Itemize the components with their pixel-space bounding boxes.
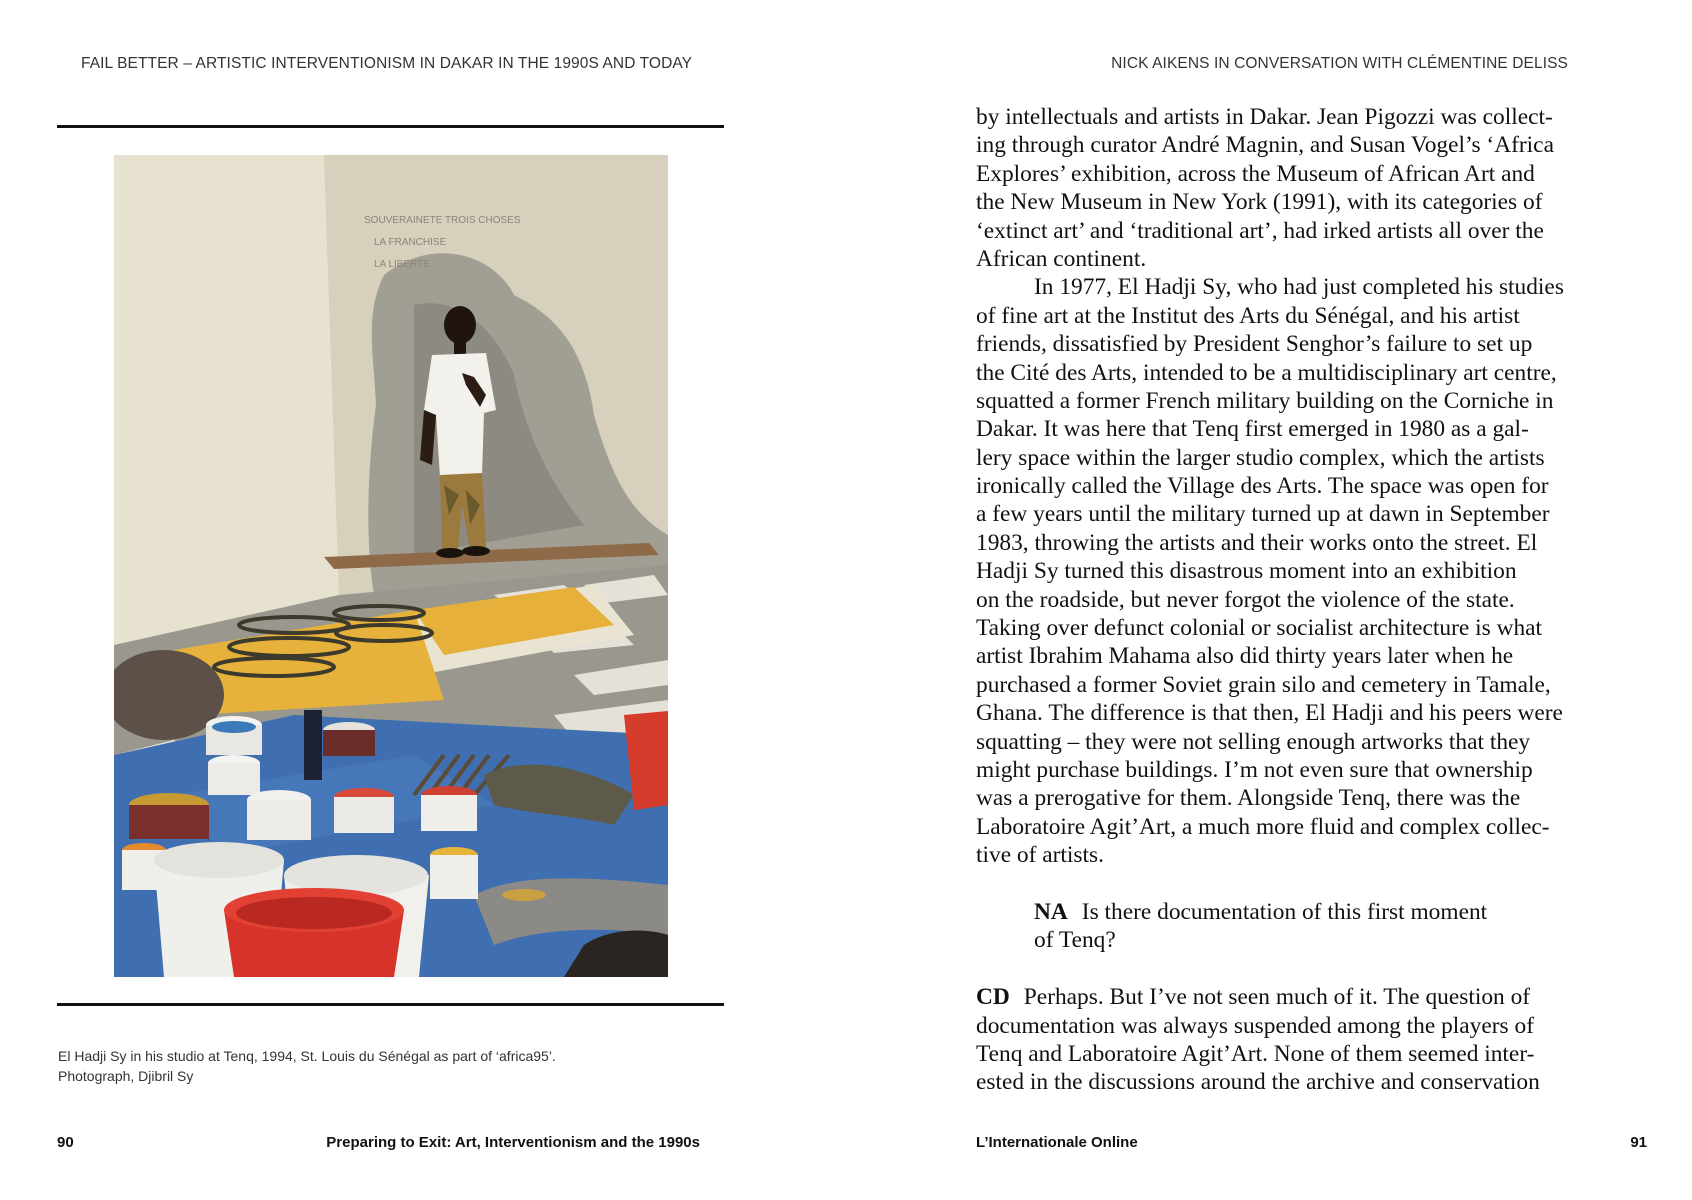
text-line: Laboratoire Agit’Art, a much more fluid and complex collec- (976, 813, 1550, 840)
text-line: of fine art at the Institut des Arts du Sénégal, and his artist (976, 302, 1520, 329)
text-line: Tenq and Laboratoire Agit’Art. None of them seemed inter- (976, 1040, 1535, 1067)
text-line: In 1977, El Hadji Sy, who had just completed his studies (1034, 274, 1564, 301)
text-line: Hadji Sy turned this disastrous moment into an exhibition (976, 558, 1517, 585)
text-line: lery space within the larger studio complex, which the artists (976, 444, 1545, 471)
left-wall (114, 155, 339, 645)
wall-writing-2: LA FRANCHISE (374, 237, 447, 248)
folio-title-right: L’Internationale Online (976, 1134, 1138, 1151)
speaker-cd: CD (976, 984, 1010, 1011)
question-text-cont: of Tenq? (1034, 927, 1116, 954)
text-line: tive of artists. (976, 842, 1104, 869)
photo-caption (58, 1046, 718, 1086)
wall-writing-3: LA LIBERTE (374, 259, 430, 270)
text-line: 1983, throwing the artists and their works onto the street. El (976, 529, 1538, 556)
text-line: squatting – they were not selling enough artworks that they (976, 728, 1531, 755)
paragraph-1 (976, 103, 1656, 273)
text-line: might purchase buildings. I’m not even sure that ownership (976, 756, 1533, 783)
bottom-rule (57, 1003, 724, 1006)
paragraph-2 (976, 273, 1656, 869)
right-page (846, 0, 1692, 1200)
folio-title-left: Preparing to Exit: Art, Interventionism and the 1990s (326, 1134, 700, 1151)
answer-block (976, 983, 1656, 1097)
caption-line: Photograph, Djibril Sy (58, 1068, 194, 1084)
question-text: Is there documentation of this first moment (1081, 898, 1488, 925)
text-line: Dakar. It was here that Tenq first emerged in 1980 as a gal- (976, 416, 1529, 443)
text-line: documentation was always suspended among the players of (976, 1012, 1534, 1039)
text-line: ironically called the Village des Arts. The space was open for (976, 473, 1549, 500)
top-rule (57, 125, 724, 128)
text-line: Ghana. The difference is that then, El Hadji and his peers were (976, 700, 1563, 727)
answer-text: Perhaps. But I’ve not seen much of it. The question of (1023, 984, 1531, 1011)
text-line: ing through curator André Magnin, and Susan Vogel’s ‘Africa (976, 132, 1554, 159)
text-line: Taking over defunct colonial or socialist architecture is what (976, 615, 1543, 642)
text-line: the New Museum in New York (1991), with its categories of (976, 189, 1543, 216)
text-line: purchased a former Soviet grain silo and cemetery in Tamale, (976, 671, 1551, 698)
speaker-na: NA (1034, 898, 1068, 925)
text-line: on the roadside, but never forgot the violence of the state. (976, 586, 1515, 613)
text-line: artist Ibrahim Mahama also did thirty years later when he (976, 643, 1514, 670)
text-line: ‘extinct art’ and ‘traditional art’, had irked artists all over the (976, 217, 1544, 244)
text-line: squatted a former French military building on the Corniche in (976, 387, 1554, 414)
running-head-right: NICK AIKENS IN CONVERSATION WITH CLÉMENTINE DELISS (1111, 55, 1568, 72)
photo-illustration (114, 155, 668, 977)
caption-line: El Hadji Sy in his studio at Tenq, 1994, St. Louis du Sénégal as part of ‘africa95’. (58, 1048, 556, 1064)
running-head-left: FAIL BETTER – ARTISTIC INTERVENTIONISM IN DAKAR IN THE 1990S AND TODAY (81, 55, 693, 72)
text-line: a few years until the military turned up at dawn in September (976, 501, 1550, 528)
text-line: African continent. (976, 245, 1147, 272)
question-block (976, 898, 1656, 955)
text-line: friends, dissatisfied by President Senghor’s failure to set up (976, 331, 1533, 358)
page-number-right: 91 (1630, 1134, 1647, 1151)
wall-writing-1: SOUVERAINETE TROIS CHOSES (364, 215, 521, 226)
text-line: the Cité des Arts, intended to be a multidisciplinary art centre, (976, 359, 1557, 386)
text-line: ested in the discussions around the archive and conservation (976, 1069, 1540, 1096)
text-line: was a prerogative for them. Alongside Tenq, there was the (976, 785, 1521, 812)
text-line: by intellectuals and artists in Dakar. Jean Pigozzi was collect- (976, 104, 1553, 130)
page-number-left: 90 (57, 1134, 74, 1151)
studio-photograph (114, 155, 668, 977)
article-body (976, 103, 1656, 1097)
text-line: Explores’ exhibition, across the Museum of African Art and (976, 160, 1535, 187)
